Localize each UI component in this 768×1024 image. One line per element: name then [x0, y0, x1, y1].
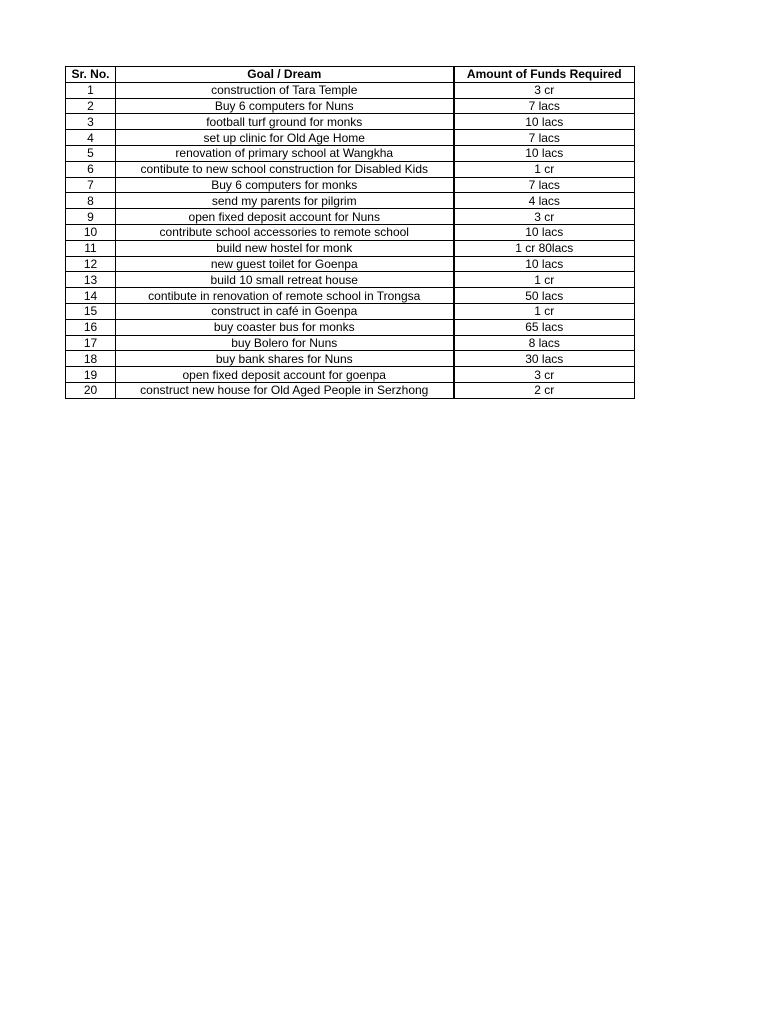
cell-amount: 1 cr	[454, 303, 635, 319]
cell-goal: contibute to new school construction for Disabled Kids	[116, 161, 454, 177]
cell-sr-no: 1	[66, 82, 116, 98]
cell-sr-no: 18	[66, 351, 116, 367]
cell-sr-no: 5	[66, 145, 116, 161]
cell-amount: 65 lacs	[454, 319, 635, 335]
cell-goal: open fixed deposit account for Nuns	[116, 209, 454, 225]
funds-table	[65, 66, 635, 399]
table-row	[66, 288, 635, 304]
cell-sr-no: 17	[66, 335, 116, 351]
cell-amount: 1 cr	[454, 161, 635, 177]
cell-sr-no: 13	[66, 272, 116, 288]
table-row	[66, 272, 635, 288]
cell-goal: build 10 small retreat house	[116, 272, 454, 288]
table-body	[66, 82, 635, 398]
table-row	[66, 145, 635, 161]
cell-amount: 8 lacs	[454, 335, 635, 351]
table-row	[66, 177, 635, 193]
table-row	[66, 240, 635, 256]
cell-amount: 10 lacs	[454, 256, 635, 272]
cell-goal: send my parents for pilgrim	[116, 193, 454, 209]
table-row	[66, 114, 635, 130]
cell-goal: new guest toilet for Goenpa	[116, 256, 454, 272]
cell-sr-no: 4	[66, 130, 116, 146]
cell-amount: 4 lacs	[454, 193, 635, 209]
cell-goal: set up clinic for Old Age Home	[116, 130, 454, 146]
cell-sr-no: 9	[66, 209, 116, 225]
header-row	[66, 67, 635, 83]
header-sr-no: Sr. No.	[66, 67, 116, 83]
table-row	[66, 130, 635, 146]
cell-sr-no: 14	[66, 288, 116, 304]
cell-goal: buy bank shares for Nuns	[116, 351, 454, 367]
cell-amount: 7 lacs	[454, 177, 635, 193]
cell-amount: 30 lacs	[454, 351, 635, 367]
cell-amount: 10 lacs	[454, 224, 635, 240]
cell-sr-no: 10	[66, 224, 116, 240]
table-row	[66, 382, 635, 398]
cell-sr-no: 15	[66, 303, 116, 319]
cell-goal: renovation of primary school at Wangkha	[116, 145, 454, 161]
table-row	[66, 256, 635, 272]
table-row	[66, 82, 635, 98]
table-row	[66, 193, 635, 209]
cell-amount: 2 cr	[454, 382, 635, 398]
cell-sr-no: 16	[66, 319, 116, 335]
cell-sr-no: 8	[66, 193, 116, 209]
table-row	[66, 209, 635, 225]
cell-sr-no: 3	[66, 114, 116, 130]
cell-goal: buy Bolero for Nuns	[116, 335, 454, 351]
cell-goal: contribute school accessories to remote school	[116, 224, 454, 240]
cell-sr-no: 6	[66, 161, 116, 177]
cell-sr-no: 20	[66, 382, 116, 398]
cell-goal: construct new house for Old Aged People in Serzhong	[116, 382, 454, 398]
cell-amount: 10 lacs	[454, 145, 635, 161]
header-amount: Amount of Funds Required	[454, 67, 635, 83]
cell-sr-no: 12	[66, 256, 116, 272]
cell-amount: 7 lacs	[454, 130, 635, 146]
cell-amount: 1 cr	[454, 272, 635, 288]
cell-amount: 3 cr	[454, 209, 635, 225]
cell-amount: 3 cr	[454, 82, 635, 98]
cell-goal: build new hostel for monk	[116, 240, 454, 256]
cell-amount: 3 cr	[454, 367, 635, 383]
cell-goal: open fixed deposit account for goenpa	[116, 367, 454, 383]
table-row	[66, 98, 635, 114]
table-row	[66, 224, 635, 240]
cell-amount: 7 lacs	[454, 98, 635, 114]
table-row	[66, 367, 635, 383]
table-row	[66, 161, 635, 177]
cell-goal: construct in café in Goenpa	[116, 303, 454, 319]
cell-goal: contibute in renovation of remote school in Trongsa	[116, 288, 454, 304]
cell-goal: Buy 6 computers for Nuns	[116, 98, 454, 114]
table-row	[66, 351, 635, 367]
cell-sr-no: 19	[66, 367, 116, 383]
cell-amount: 10 lacs	[454, 114, 635, 130]
cell-goal: football turf ground for monks	[116, 114, 454, 130]
cell-amount: 1 cr 80lacs	[454, 240, 635, 256]
cell-goal: construction of Tara Temple	[116, 82, 454, 98]
table-row	[66, 303, 635, 319]
cell-amount: 50 lacs	[454, 288, 635, 304]
header-goal: Goal / Dream	[116, 67, 454, 83]
spreadsheet-page	[65, 66, 635, 399]
cell-goal: Buy 6 computers for monks	[116, 177, 454, 193]
table-row	[66, 335, 635, 351]
cell-sr-no: 11	[66, 240, 116, 256]
cell-goal: buy coaster bus for monks	[116, 319, 454, 335]
table-row	[66, 319, 635, 335]
cell-sr-no: 2	[66, 98, 116, 114]
cell-sr-no: 7	[66, 177, 116, 193]
